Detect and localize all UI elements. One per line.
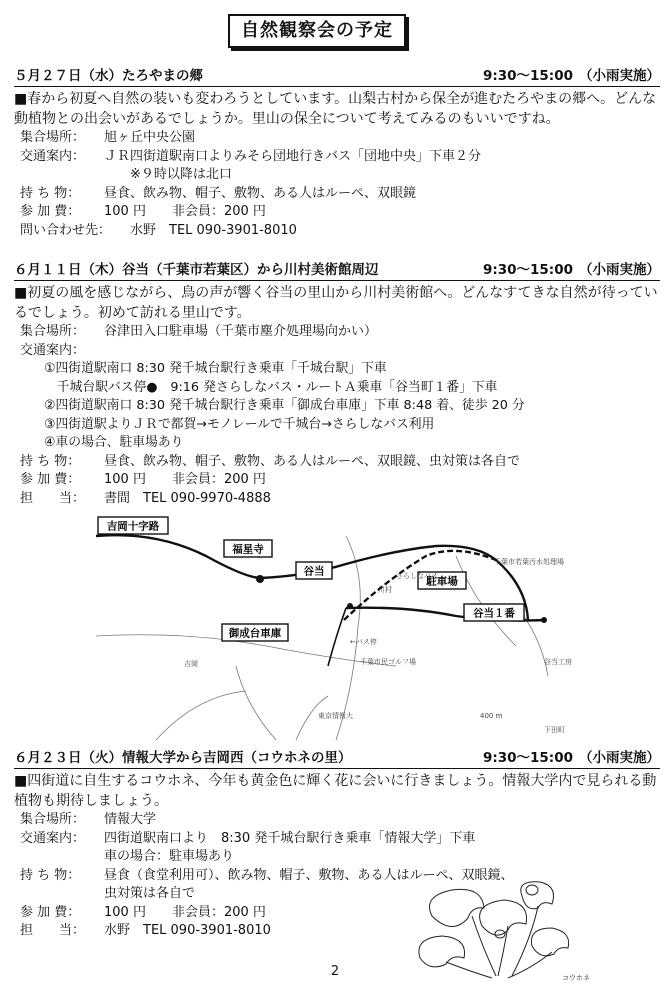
event-intro: ■初夏の風を感じながら、鳥の声が響く谷当の里山から川村美術館へ。どんなすてきな自然が待っているでしょう。初めて訪れる里山です。 xyxy=(14,285,658,321)
map-label-yato1 xyxy=(464,604,524,621)
detail-row xyxy=(14,471,660,490)
detail-label: 持 ち 物： xyxy=(20,185,81,201)
event-date: ６月１１日（木）谷当（千葉市若葉区）から川村美術館周辺 xyxy=(14,262,379,278)
event-rain-note: （小雨実施） xyxy=(579,68,660,84)
detail-value: ※９時以降は北口 xyxy=(104,167,232,182)
event-2 xyxy=(14,258,660,508)
event-rain-note: （小雨実施） xyxy=(579,262,660,278)
route-item: ①四街道駅南口 8:30 発千城台駅行き乗車「千城台駅」下車 xyxy=(44,361,387,376)
svg-text:福星寺: 福星寺 xyxy=(232,543,264,556)
svg-text:吉岡十字路: 吉岡十字路 xyxy=(106,520,160,533)
detail-row xyxy=(14,222,660,241)
event-date: ５月２７日（水）たろやまの郷 xyxy=(14,68,203,84)
map-note: 千葉市若葉汚水処理場 xyxy=(494,558,564,566)
event-1-header xyxy=(14,64,660,87)
route-list xyxy=(14,360,660,453)
page-number: 2 xyxy=(330,964,340,979)
event-time: 9:30〜15:00 xyxy=(482,68,573,84)
detail-label: 問い合わせ先： xyxy=(20,222,112,238)
detail-value: ＪＲ四街道駅南口よりみそら団地行きバス「団地中央」下車２分 xyxy=(104,148,482,164)
event-rain-note: （小雨実施） xyxy=(579,750,660,766)
detail-value: 旭ヶ丘中央公園 xyxy=(104,130,196,145)
svg-text:谷当: 谷当 xyxy=(303,565,325,578)
detail-row xyxy=(14,453,660,472)
detail-row xyxy=(14,185,660,204)
detail-row xyxy=(14,848,660,867)
event-2-header xyxy=(14,258,660,281)
event-intro: ■春から初夏へ自然の装いも変わろうとしています。山梨古村から保全が進むたろやまの郷へ。どんな動植物との出会いがあるでしょうか。里山の保全について考えてみるのもいいですね。 xyxy=(14,91,657,127)
svg-text:駐車場: 駐車場 xyxy=(426,575,458,588)
map-note: さらしなバス xyxy=(396,572,438,580)
detail-value: 水野 TEL 090-3901-8010 xyxy=(104,923,271,938)
detail-label: 持 ち 物： xyxy=(20,453,81,469)
detail-label: 持 ち 物： xyxy=(20,867,81,883)
map-note: ←バス停 xyxy=(350,638,377,646)
detail-value: 車の場合：駐車場あり xyxy=(104,849,235,864)
detail-value: 情報大学 xyxy=(104,812,157,827)
detail-row xyxy=(14,129,660,148)
detail-label: 参 加 費： xyxy=(20,472,81,487)
detail-label: 参 加 費： xyxy=(20,204,81,219)
detail-value: 四街道駅南口より 8:30 発千城台駅行き乗車「情報大学」下車 xyxy=(104,830,476,846)
event-time: 9:30〜15:00 xyxy=(482,262,573,278)
detail-label: 集合場所： xyxy=(20,812,86,827)
event-details xyxy=(14,129,660,240)
detail-label: 集合場所： xyxy=(20,324,86,339)
detail-label: 集合場所： xyxy=(20,130,86,145)
page-title: 自然観察会の予定 xyxy=(228,14,406,48)
detail-value: 昼食、飲み物、帽子、敷物、ある人はルーペ、双眼鏡 xyxy=(104,185,417,201)
detail-row xyxy=(14,203,660,222)
detail-value: 100 円 非会員：200 円 xyxy=(104,904,266,920)
map-note: 400 m xyxy=(480,712,503,720)
map-note: 吉岡 xyxy=(184,660,198,668)
detail-row xyxy=(14,811,660,830)
map-note: 谷当工房 xyxy=(544,658,572,666)
detail-label: 交通案内： xyxy=(20,342,86,358)
detail-label xyxy=(14,848,104,867)
detail-row xyxy=(14,323,660,342)
map-label-fukusei xyxy=(224,540,272,557)
detail-label: 担 当： xyxy=(20,923,86,938)
detail-row xyxy=(14,148,660,167)
detail-value: 水野 TEL 090-3901-8010 xyxy=(130,222,297,238)
detail-row xyxy=(14,490,660,509)
detail-value: 100 円 非会員：200 円 xyxy=(104,472,266,487)
detail-label xyxy=(14,166,104,185)
detail-label: 交通案内： xyxy=(20,830,86,846)
svg-text:御成台車庫: 御成台車庫 xyxy=(228,627,282,640)
detail-label: 交通案内： xyxy=(20,148,86,164)
detail-row xyxy=(14,166,660,185)
event-1 xyxy=(14,64,660,240)
detail-value: 昼食（食堂利用可）、飲み物、帽子、敷物、ある人はルーペ、双眼鏡、 xyxy=(104,867,514,883)
map-label-onari xyxy=(222,624,288,641)
route-item: ④車の場合、駐車場あり xyxy=(44,435,184,450)
map-note: 川村 xyxy=(378,586,392,594)
detail-value: 谷津田入口駐車場（千葉市塵介処理場向かい） xyxy=(104,324,378,339)
plant-caption: コウホネ xyxy=(562,974,590,982)
detail-label: 担 当： xyxy=(20,490,86,506)
detail-value: 虫対策は各自で xyxy=(104,886,196,901)
event-details xyxy=(14,323,660,508)
event-time: 9:30〜15:00 xyxy=(482,750,573,766)
map-label-yato xyxy=(296,562,332,579)
detail-row xyxy=(14,342,660,361)
detail-value: 昼食、飲み物、帽子、敷物、ある人はルーペ、双眼鏡、虫対策は各自で xyxy=(104,453,521,469)
event-3-header xyxy=(14,746,660,769)
detail-label: 参 加 費： xyxy=(20,904,81,920)
event-intro: ■四街道に自生するコウホネ、今年も黄金色に輝く花に会いに行きましょう。情報大学内で見られる動植物も期待しましょう。 xyxy=(14,773,657,809)
detail-label xyxy=(14,885,104,904)
event-date: ６月２３日（火）情報大学から吉岡西（コウホネの里） xyxy=(14,750,352,766)
detail-value: 100 円 非会員：200 円 xyxy=(104,204,266,219)
route-item: 千城台駅バス停● 9:16 発さらしなバス・ルートＡ乗車「谷当町１番」下車 xyxy=(44,379,498,395)
detail-value: 書間 TEL 090-9970-4888 xyxy=(104,490,271,506)
detail-row xyxy=(14,830,660,849)
map-note: 下田町 xyxy=(544,726,565,734)
route-map xyxy=(96,516,580,740)
route-item: ②四街道駅南口 8:30 発千城台駅行き乗車「御成台車庫」下車 8:48 着、徒歩 20 分 xyxy=(44,398,525,413)
map-note: 千葉市民ゴルフ場 xyxy=(360,658,416,666)
map-note: 東京情報大 xyxy=(318,712,353,720)
svg-text:谷当１番: 谷当１番 xyxy=(473,607,515,620)
route-item: ③四街道駅よりＪＲで都賀→モノレールで千城台→さらしなバス利用 xyxy=(44,416,435,432)
map-label-yoshioka xyxy=(98,517,168,534)
